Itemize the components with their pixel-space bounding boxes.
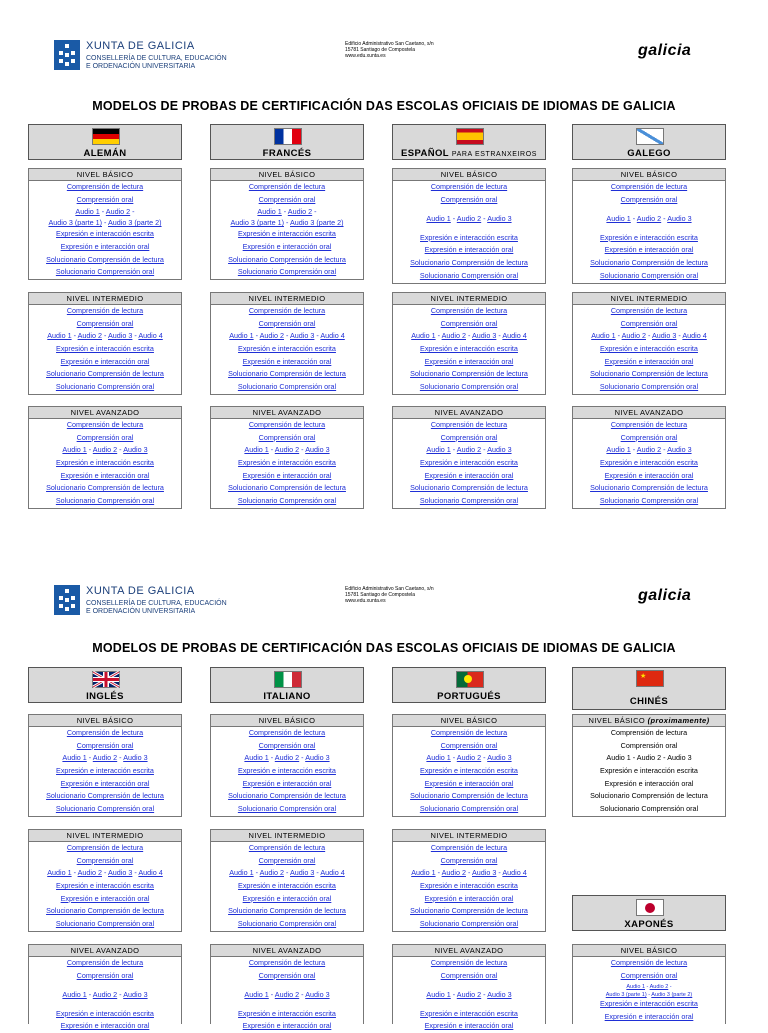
writing-link[interactable]: Expresión e interacción escrita (420, 344, 518, 354)
speaking-link[interactable]: Expresión e interacción oral (242, 242, 332, 252)
level-title: NIVEL AVANZADO (211, 945, 363, 957)
reading-link[interactable]: Comprensión de lectura (248, 958, 326, 967)
audio-3-part-2-link[interactable]: Audio 3 (parte 2) (108, 218, 162, 228)
audio-3-link[interactable]: Audio 3 (487, 753, 512, 763)
audio-1-link[interactable]: Audio 1 (257, 207, 282, 217)
reading-link[interactable]: Comprensión de lectura (66, 420, 144, 429)
writing-link[interactable]: Expresión e interacción escrita (238, 458, 336, 468)
audio-3-link[interactable]: Audio 3 (108, 868, 133, 878)
audio-3-part-1-link[interactable]: Audio 3 (parte 1) (605, 992, 647, 999)
speaking-link[interactable]: Expresión e interacción oral (424, 893, 514, 903)
writing-link[interactable]: Expresión e interacción escrita (56, 458, 154, 468)
reading-link[interactable]: Comprensión de lectura (430, 843, 508, 852)
lang-header-galego (572, 124, 726, 160)
sol-reading-link[interactable]: Solucionario Comprensión de lectura (228, 254, 346, 264)
audio-1-link[interactable]: Audio 1 (426, 213, 451, 223)
audio-1-link[interactable]: Audio 1 (411, 868, 436, 878)
speaking-link[interactable]: Expresión e interacción oral (604, 470, 694, 480)
level-title: NIVEL BÁSICO (211, 715, 363, 727)
department: CONSELLERÍA DE CULTURA, EDUCACIÓN E ORDENACIÓN UNIVERSITARIA (86, 55, 227, 70)
writing-link[interactable]: Expresión e interacción escrita (56, 344, 154, 354)
writing-link[interactable]: Expresión e interacción escrita (420, 1008, 518, 1018)
speaking-link[interactable]: Expresión e interacción oral (60, 470, 150, 480)
level-title: NIVEL INTERMEDIO (29, 830, 181, 842)
audio-3-link[interactable]: Audio 3 (290, 868, 315, 878)
audio-4-link[interactable]: Audio 4 (138, 868, 163, 878)
audio-1-link[interactable]: Audio 1 (244, 753, 269, 763)
reading-link[interactable]: Comprensión de lectura (248, 306, 326, 315)
audio-2-link[interactable]: Audio 2 (274, 989, 300, 999)
letterhead (0, 38, 768, 88)
lang-name: ESPAÑOL PARA ESTRANXEIROS (400, 148, 538, 159)
speaking-link[interactable]: Expresión e interacción oral (604, 245, 694, 255)
oral-link[interactable]: Comprensión oral (620, 318, 678, 328)
sol-oral-link[interactable]: Solucionario Comprensión oral (55, 382, 155, 392)
writing-link[interactable]: Expresión e interacción escrita (56, 881, 154, 891)
page-title: MODELOS DE PROBAS DE CERTIFICACIÓN DAS ESCOLAS OFICIAIS DE IDIOMAS DE GALICIA (92, 641, 676, 655)
audio-1-link[interactable]: Audio 1 (411, 331, 436, 341)
oral-link[interactable]: Comprensión oral (76, 318, 134, 328)
sol-reading-link[interactable]: Solucionario Comprensión de lectura (410, 483, 528, 493)
sol-oral-link[interactable]: Solucionario Comprensión oral (599, 270, 699, 280)
sol-reading-link[interactable]: Solucionario Comprensión de lectura (46, 254, 164, 264)
reading-link[interactable]: Comprensión de lectura (248, 843, 326, 852)
level-block-espanol-avanzado: NIVEL AVANZADO Comprensión de lectura Comprensión oral Audio 1 - Audio 2 - Audio 3 Expresión e interacción escrita Expresión e interacción oral Solucionario Comprensión de lectura Solucionario Comprensión oral (392, 406, 546, 509)
speaking-link[interactable]: Expresión e interacción oral (242, 778, 332, 788)
oral-text: Comprensión oral (620, 740, 678, 750)
sol-reading-link[interactable]: Solucionario Comprensión de lectura (46, 791, 164, 801)
level-title: NIVEL INTERMEDIO (211, 830, 363, 842)
audio-2-link[interactable]: Audio 2 (456, 989, 482, 999)
speaking-link[interactable]: Expresión e interacción oral (424, 245, 514, 255)
oral-link[interactable]: Comprensión oral (620, 194, 678, 204)
writing-link[interactable]: Expresión e interacción escrita (56, 229, 154, 239)
reading-link[interactable]: Comprensión de lectura (248, 728, 326, 737)
audio-2-link[interactable]: Audio 2 (92, 753, 118, 763)
speaking-link[interactable]: Expresión e interacción oral (242, 470, 332, 480)
sol-oral-link[interactable]: Solucionario Comprensión oral (55, 804, 155, 814)
speaking-link[interactable]: Expresión e interacción oral (604, 1012, 694, 1022)
audio-2-link[interactable]: Audio 2 (636, 213, 662, 223)
sol-oral-link[interactable]: Solucionario Comprensión oral (599, 496, 699, 506)
oral-link[interactable]: Comprensión oral (258, 855, 316, 865)
speaking-link[interactable]: Expresión e interacción oral (604, 356, 694, 366)
level-title: NIVEL BÁSICO (proximamente) (573, 715, 725, 727)
lang-header-aleman (28, 124, 182, 160)
audio-1-link[interactable]: Audio 1 (229, 331, 254, 341)
level-title: NIVEL INTERMEDIO (29, 293, 181, 305)
reading-link[interactable]: Comprensión de lectura (430, 958, 508, 967)
lang-header-ingles (28, 667, 182, 703)
level-title: NIVEL BÁSICO (211, 169, 363, 181)
reading-link[interactable]: Comprensión de lectura (66, 843, 144, 852)
oral-link[interactable]: Comprensión oral (440, 970, 498, 980)
org-name: XUNTA DE GALICIA (86, 585, 195, 597)
xunta-shield-icon (54, 40, 80, 70)
sol-oral-link[interactable]: Solucionario Comprensión oral (237, 382, 337, 392)
audio-2-link[interactable]: Audio 2 (621, 331, 646, 341)
oral-link[interactable]: Comprensión oral (440, 194, 498, 204)
oral-link[interactable]: Comprensión oral (440, 432, 498, 442)
reading-link[interactable]: Comprensión de lectura (248, 420, 326, 429)
lang-header-frances (210, 124, 364, 160)
sol-oral-link[interactable]: Solucionario Comprensión oral (599, 382, 699, 392)
audio-2-link[interactable]: Audio 2 (274, 753, 300, 763)
speaking-link[interactable]: Expresión e interacción oral (60, 356, 150, 366)
audio-2-link[interactable]: Audio 2 (287, 207, 313, 217)
level-title: NIVEL AVANZADO (393, 945, 545, 957)
audio-1-link[interactable]: Audio 1 (606, 445, 631, 455)
writing-link[interactable]: Expresión e interacción escrita (238, 229, 336, 239)
audio-1-link[interactable]: Audio 1 (47, 868, 72, 878)
flag-france-icon (274, 128, 302, 145)
audio-2-link[interactable]: Audio 2 (636, 445, 662, 455)
lang-name: INGLÉS (86, 691, 124, 702)
address: Edificio Administrativo San Caetano, s/n 15781 Santiago de Compostela www.edu.xunta.es (345, 41, 434, 59)
flag-uk-icon (92, 671, 120, 688)
level-block-espanol-intermedio: NIVEL INTERMEDIO Comprensión de lectura Comprensión oral Audio 1 - Audio 2 - Audio 3 - Audio 4 Expresión e interacción escrita Expresión e interacción oral Solucionario Comprensión de lectura Solucionario Comprensión oral (392, 292, 546, 395)
oral-link[interactable]: Comprensión oral (76, 194, 134, 204)
level-block-chines-basico (572, 714, 726, 817)
audio-1-link[interactable]: Audio 1 (426, 445, 451, 455)
writing-link[interactable]: Expresión e interacción escrita (238, 1008, 336, 1018)
lang-name: FRANCÉS (262, 148, 312, 159)
oral-link[interactable]: Comprensión oral (76, 740, 134, 750)
level-title: NIVEL INTERMEDIO (393, 830, 545, 842)
reading-link[interactable]: Comprensión de lectura (610, 420, 688, 429)
lang-header-espanol (392, 124, 546, 160)
level-block-italiano-basico: NIVEL BÁSICO Comprensión de lectura Comprensión oral Audio 1 - Audio 2 - Audio 3 Expresión e interacción escrita Expresión e interacción oral Solucionario Comprensión de lectura Solucionario Comprensión oral (210, 714, 364, 817)
oral-link[interactable]: Comprensión oral (620, 432, 678, 442)
speaking-link[interactable]: Expresión e interacción oral (242, 893, 332, 903)
level-title: NIVEL AVANZADO (29, 945, 181, 957)
audio-3-link[interactable]: Audio 3 (652, 331, 677, 341)
audio-3-link[interactable]: Audio 3 (487, 445, 512, 455)
letterhead (0, 583, 768, 633)
flag-italy-icon (274, 671, 302, 688)
audio-3-link[interactable]: Audio 3 (290, 331, 315, 341)
sol-oral-link[interactable]: Solucionario Comprensión oral (55, 267, 155, 277)
audio-2-link[interactable]: Audio 2 (259, 868, 284, 878)
audio-3-link[interactable]: Audio 3 (472, 331, 497, 341)
level-title: NIVEL BÁSICO (573, 169, 725, 181)
audio-3-link[interactable]: Audio 3 (305, 445, 330, 455)
audio-1-link[interactable]: Audio 1 (62, 753, 87, 763)
writing-link[interactable]: Expresión e interacción escrita (600, 232, 698, 242)
level-block-galego-intermedio: NIVEL INTERMEDIO Comprensión de lectura Comprensión oral Audio 1 - Audio 2 - Audio 3 - Audio 4 Expresión e interacción escrita Expresión e interacción oral Solucionario Comprensión de lectura Solucionario Comprensión oral (572, 292, 726, 395)
level-block-portugues-intermedio: NIVEL INTERMEDIO Comprensión de lectura Comprensión oral Audio 1 - Audio 2 - Audio 3 - Audio 4 Expresión e interacción escrita Expresión e interacción oral Solucionario Comprensión de lectura Solucionario Comprensión oral (392, 829, 546, 932)
writing-link[interactable]: Expresión e interacción escrita (238, 766, 336, 776)
audio-3-part-2-link[interactable]: Audio 3 (parte 2) (290, 218, 344, 228)
reading-link[interactable]: Comprensión de lectura (430, 182, 508, 191)
speaking-link[interactable]: Expresión e interacción oral (424, 778, 514, 788)
audio-1-link[interactable]: Audio 1 (244, 989, 269, 999)
sol-oral-text: Solucionario Comprensión oral (599, 804, 699, 814)
reading-link[interactable]: Comprensión de lectura (430, 306, 508, 315)
speaking-link[interactable]: Expresión e interacción oral (242, 1021, 332, 1031)
audio-2-link[interactable]: Audio 2 (77, 868, 102, 878)
audio-2-link[interactable]: Audio 2 (456, 213, 482, 223)
audio-3-link[interactable]: Audio 3 (667, 445, 692, 455)
writing-link[interactable]: Expresión e interacción escrita (56, 766, 154, 776)
level-title: NIVEL BÁSICO (393, 715, 545, 727)
sol-reading-link[interactable]: Solucionario Comprensión de lectura (46, 483, 164, 493)
level-block-italiano-intermedio: NIVEL INTERMEDIO Comprensión de lectura Comprensión oral Audio 1 - Audio 2 - Audio 3 - Audio 4 Expresión e interacción escrita Expresión e interacción oral Solucionario Comprensión de lectura Solucionario Comprensión oral (210, 829, 364, 932)
speaking-link[interactable]: Expresión e interacción oral (242, 356, 332, 366)
sol-reading-link[interactable]: Solucionario Comprensión de lectura (590, 369, 708, 379)
oral-link[interactable]: Comprensión oral (76, 855, 134, 865)
reading-link[interactable]: Comprensión de lectura (66, 728, 144, 737)
reading-link[interactable]: Comprensión de lectura (66, 306, 144, 315)
audio-3-link[interactable]: Audio 3 (123, 989, 148, 999)
level-title: NIVEL BÁSICO (573, 945, 725, 957)
sol-oral-link[interactable]: Solucionario Comprensión oral (419, 804, 519, 814)
audio-2-link[interactable]: Audio 2 (441, 868, 466, 878)
level-title: NIVEL AVANZADO (393, 407, 545, 419)
audio-4-link[interactable]: Audio 4 (502, 868, 527, 878)
writing-link[interactable]: Expresión e interacción escrita (238, 881, 336, 891)
audio-2-link[interactable]: Audio 2 (649, 984, 669, 991)
audio-2-link[interactable]: Audio 2 (92, 989, 118, 999)
lang-name: ALEMÁN (83, 148, 127, 159)
audio-4-link[interactable]: Audio 4 (320, 331, 345, 341)
audio-3-part-1-link[interactable]: Audio 3 (parte 1) (230, 218, 284, 228)
speaking-link[interactable]: Expresión e interacción oral (60, 778, 150, 788)
level-block-xapones-basico: NIVEL BÁSICO Comprensión de lectura Comprensión oral Audio 1 - Audio 2 - Audio 3 (parte 1) - Audio 3 (parte 2) Expresión e interacción escrita Expresión e interacción oral (572, 944, 726, 1024)
level-block-aleman-intermedio: NIVEL INTERMEDIO Comprensión de lectura Comprensión oral Audio 1 - Audio 2 - Audio 3 - Audio 4 Expresión e interacción escrita Expresión e interacción oral Solucionario Comprensión de lectura Solucionario Comprensión oral (28, 292, 182, 395)
sol-reading-link[interactable]: Solucionario Comprensión de lectura (228, 791, 346, 801)
audio-3-link[interactable]: Audio 3 (305, 989, 330, 999)
oral-link[interactable]: Comprensión oral (258, 740, 316, 750)
audio-3-part-2-link[interactable]: Audio 3 (parte 2) (651, 992, 693, 999)
oral-link[interactable]: Comprensión oral (258, 432, 316, 442)
lang-name: CHINÉS (629, 696, 669, 707)
level-block-italiano-avanzado: NIVEL AVANZADO Comprensión de lectura Comprensión oral Audio 1 - Audio 2 - Audio 3 Expresión e interacción escrita Expresión e interacción oral (210, 944, 364, 1024)
audio-1-link[interactable]: Audio 1 (606, 213, 631, 223)
level-block-portugues-basico: NIVEL BÁSICO Comprensión de lectura Comprensión oral Audio 1 - Audio 2 - Audio 3 Expresión e interacción escrita Expresión e interacción oral Solucionario Comprensión de lectura Solucionario Comprensión oral (392, 714, 546, 817)
audio-3-link[interactable]: Audio 3 (487, 213, 512, 223)
level-block-frances-intermedio: NIVEL INTERMEDIO Comprensión de lectura Comprensión oral Audio 1 - Audio 2 - Audio 3 - Audio 4 Expresión e interacción escrita Expresión e interacción oral Solucionario Comprensión de lectura Solucionario Comprensión oral (210, 292, 364, 395)
lang-name: XAPONÉS (624, 919, 674, 930)
reading-link[interactable]: Comprensión de lectura (66, 182, 144, 191)
writing-text: Expresión e interacción escrita (600, 766, 698, 776)
writing-link[interactable]: Expresión e interacción escrita (238, 344, 336, 354)
reading-link[interactable]: Comprensión de lectura (610, 958, 688, 967)
oral-link[interactable]: Comprensión oral (76, 432, 134, 442)
audio-3-link[interactable]: Audio 3 (472, 868, 497, 878)
level-block-portugues-avanzado: NIVEL AVANZADO Comprensión de lectura Comprensión oral Audio 1 - Audio 2 - Audio 3 Expresión e interacción escrita Expresión e interacción oral (392, 944, 546, 1024)
writing-link[interactable]: Expresión e interacción escrita (600, 999, 698, 1009)
audio-4-link[interactable]: Audio 4 (502, 331, 527, 341)
level-block-frances-avanzado: NIVEL AVANZADO Comprensión de lectura Comprensión oral Audio 1 - Audio 2 - Audio 3 Expresión e interacción escrita Expresión e interacción oral Solucionario Comprensión de lectura Solucionario Comprensión oral (210, 406, 364, 509)
level-title: NIVEL INTERMEDIO (393, 293, 545, 305)
audio-2-link[interactable]: Audio 2 (441, 331, 466, 341)
speaking-link[interactable]: Expresión e interacción oral (60, 893, 150, 903)
audio-1-link[interactable]: Audio 1 (62, 989, 87, 999)
sol-oral-link[interactable]: Solucionario Comprensión oral (237, 496, 337, 506)
audio-1-link[interactable]: Audio 1 (426, 989, 451, 999)
lang-header-italiano (210, 667, 364, 703)
writing-link[interactable]: Expresión e interacción escrita (600, 344, 698, 354)
sol-reading-link[interactable]: Solucionario Comprensión de lectura (228, 369, 346, 379)
sol-reading-link[interactable]: Solucionario Comprensión de lectura (410, 258, 528, 268)
sol-oral-link[interactable]: Solucionario Comprensión oral (55, 919, 155, 929)
galicia-logo: galicia (638, 42, 692, 59)
level-title: NIVEL INTERMEDIO (573, 293, 725, 305)
sol-reading-link[interactable]: Solucionario Comprensión de lectura (590, 258, 708, 268)
galicia-logo: galicia (638, 587, 692, 604)
audio-2-link[interactable]: Audio 2 (259, 331, 284, 341)
lang-name: ITALIANO (263, 691, 311, 702)
level-title: NIVEL AVANZADO (211, 407, 363, 419)
level-title: NIVEL AVANZADO (573, 407, 725, 419)
org-name: XUNTA DE GALICIA (86, 40, 195, 52)
level-block-galego-basico: NIVEL BÁSICO Comprensión de lectura Comprensión oral Audio 1 - Audio 2 - Audio 3 Expresión e interacción escrita Expresión e interacción oral Solucionario Comprensión de lectura Solucionario Comprensión oral (572, 168, 726, 284)
oral-link[interactable]: Comprensión oral (620, 970, 678, 980)
audio-2-link[interactable]: Audio 2 (274, 445, 300, 455)
writing-link[interactable]: Expresión e interacción escrita (420, 232, 518, 242)
lang-name: PORTUGUÉS (437, 691, 501, 702)
audio-2-link[interactable]: Audio 2 (456, 753, 482, 763)
flag-japan-icon (636, 899, 664, 916)
sol-reading-link[interactable]: Solucionario Comprensión de lectura (410, 791, 528, 801)
xunta-shield-icon (54, 585, 80, 615)
audios-text: Audio 1 - Audio 2 - Audio 3 (606, 753, 692, 763)
sol-reading-link[interactable]: Solucionario Comprensión de lectura (410, 369, 528, 379)
sol-reading-link[interactable]: Solucionario Comprensión de lectura (590, 483, 708, 493)
audio-3-link[interactable]: Audio 3 (487, 989, 512, 999)
reading-text: Comprensión de lectura (610, 728, 688, 737)
audio-2-link[interactable]: Audio 2 (77, 331, 102, 341)
level-title: NIVEL BÁSICO (29, 715, 181, 727)
sol-reading-link[interactable]: Solucionario Comprensión de lectura (228, 483, 346, 493)
level-block-aleman-basico: NIVEL BÁSICO Comprensión de lectura Comprensión oral Audio 1 - Audio 2 - Audio 3 (parte 1) - Audio 3 (parte 2) Expresión e interacción escrita Expresión e interacción oral Solucionario Comprensión de lectura Solucionario Comprensión oral (28, 168, 182, 280)
reading-link[interactable]: Comprensión de lectura (66, 958, 144, 967)
audio-1-link[interactable]: Audio 1 (244, 445, 269, 455)
audio-4-link[interactable]: Audio 4 (682, 331, 707, 341)
sol-reading-link[interactable]: Solucionario Comprensión de lectura (46, 369, 164, 379)
speaking-link[interactable]: Expresión e interacción oral (424, 1021, 514, 1031)
reading-link[interactable]: Comprensión de lectura (248, 182, 326, 191)
page-title: MODELOS DE PROBAS DE CERTIFICACIÓN DAS ESCOLAS OFICIAIS DE IDIOMAS DE GALICIA (92, 99, 676, 113)
speaking-link[interactable]: Expresión e interacción oral (424, 470, 514, 480)
lang-name: GALEGO (627, 148, 671, 159)
lang-header-chines (572, 667, 726, 710)
sol-oral-link[interactable]: Solucionario Comprensión oral (237, 267, 337, 277)
oral-link[interactable]: Comprensión oral (258, 318, 316, 328)
level-title: NIVEL BÁSICO (29, 169, 181, 181)
sol-oral-link[interactable]: Solucionario Comprensión oral (55, 496, 155, 506)
level-block-espanol-basico: NIVEL BÁSICO Comprensión de lectura Comprensión oral Audio 1 - Audio 2 - Audio 3 Expresión e interacción escrita Expresión e interacción oral Solucionario Comprensión de lectura Solucionario Comprensión oral (392, 168, 546, 284)
reading-link[interactable]: Comprensión de lectura (430, 420, 508, 429)
level-block-ingles-basico: NIVEL BÁSICO Comprensión de lectura Comprensión oral Audio 1 - Audio 2 - Audio 3 Expresión e interacción escrita Expresión e interacción oral Solucionario Comprensión de lectura Solucionario Comprensión oral (28, 714, 182, 817)
reading-link[interactable]: Comprensión de lectura (610, 182, 688, 191)
sol-reading-link[interactable]: Solucionario Comprensión de lectura (46, 906, 164, 916)
speaking-link[interactable]: Expresión e interacción oral (424, 356, 514, 366)
sol-reading-link[interactable]: Solucionario Comprensión de lectura (410, 906, 528, 916)
audio-1-link[interactable]: Audio 1 (62, 445, 87, 455)
flag-china-icon: ★ (636, 670, 664, 687)
flag-spain-icon (456, 128, 484, 145)
reading-link[interactable]: Comprensión de lectura (430, 728, 508, 737)
level-block-galego-avanzado: NIVEL AVANZADO Comprensión de lectura Comprensión oral Audio 1 - Audio 2 - Audio 3 Expresión e interacción escrita Expresión e interacción oral Solucionario Comprensión de lectura Solucionario Comprensión oral (572, 406, 726, 509)
speaking-text: Expresión e interacción oral (604, 778, 694, 788)
sol-reading-link[interactable]: Solucionario Comprensión de lectura (228, 906, 346, 916)
audio-3-part-1-link[interactable]: Audio 3 (parte 1) (48, 218, 102, 228)
department: CONSELLERÍA DE CULTURA, EDUCACIÓN E ORDENACIÓN UNIVERSITARIA (86, 600, 227, 615)
audio-3-link[interactable]: Audio 3 (123, 753, 148, 763)
audio-3-link[interactable]: Audio 3 (305, 753, 330, 763)
flag-germany-icon (92, 128, 120, 145)
writing-link[interactable]: Expresión e interacción escrita (420, 881, 518, 891)
oral-link[interactable]: Comprensión oral (76, 970, 134, 980)
writing-link[interactable]: Expresión e interacción escrita (600, 458, 698, 468)
audio-1-link[interactable]: Audio 1 (426, 753, 451, 763)
lang-header-xapones (572, 895, 726, 931)
audio-2-link[interactable]: Audio 2 (456, 445, 482, 455)
sol-oral-link[interactable]: Solucionario Comprensión oral (237, 804, 337, 814)
level-title: NIVEL INTERMEDIO (211, 293, 363, 305)
sol-oral-link[interactable]: Solucionario Comprensión oral (419, 270, 519, 280)
flag-portugal-icon (456, 671, 484, 688)
audio-2-link[interactable]: Audio 2 (105, 207, 131, 217)
oral-link[interactable]: Comprensión oral (440, 855, 498, 865)
speaking-link[interactable]: Expresión e interacción oral (60, 242, 150, 252)
level-block-frances-basico: NIVEL BÁSICO Comprensión de lectura Comprensión oral Audio 1 - Audio 2 - Audio 3 (parte 1) - Audio 3 (parte 2) Expresión e interacción escrita Expresión e interacción oral Solucionario Comprensión de lectura Solucionario Comprensión oral (210, 168, 364, 280)
address: Edificio Administrativo San Caetano, s/n 15781 Santiago de Compostela www.edu.xunta.es (345, 586, 434, 604)
writing-link[interactable]: Expresión e interacción escrita (420, 458, 518, 468)
audio-1-link[interactable]: Audio 1 (591, 331, 616, 341)
level-block-ingles-avanzado: NIVEL AVANZADO Comprensión de lectura Comprensión oral Audio 1 - Audio 2 - Audio 3 Expresión e interacción escrita Expresión e interacción oral (28, 944, 182, 1024)
oral-link[interactable]: Comprensión oral (440, 740, 498, 750)
audio-1-link[interactable]: Audio 1 (75, 207, 100, 217)
level-block-aleman-avanzado: NIVEL AVANZADO Comprensión de lectura Comprensión oral Audio 1 - Audio 2 - Audio 3 Expresión e interacción escrita Expresión e interacción oral Solucionario Comprensión de lectura Solucionario Comprensión oral (28, 406, 182, 509)
audio-3-link[interactable]: Audio 3 (667, 213, 692, 223)
lang-header-portugues (392, 667, 546, 703)
sol-oral-link[interactable]: Solucionario Comprensión oral (419, 496, 519, 506)
level-title: NIVEL AVANZADO (29, 407, 181, 419)
writing-link[interactable]: Expresión e interacción escrita (56, 1008, 154, 1018)
sol-oral-link[interactable]: Solucionario Comprensión oral (419, 919, 519, 929)
oral-link[interactable]: Comprensión oral (440, 318, 498, 328)
audio-4-link[interactable]: Audio 4 (138, 331, 163, 341)
audio-3-link[interactable]: Audio 3 (108, 331, 133, 341)
audio-4-link[interactable]: Audio 4 (320, 868, 345, 878)
audio-3-link[interactable]: Audio 3 (123, 445, 148, 455)
level-title: NIVEL BÁSICO (393, 169, 545, 181)
audio-1-link[interactable]: Audio 1 (626, 984, 646, 991)
oral-link[interactable]: Comprensión oral (258, 970, 316, 980)
audio-1-link[interactable]: Audio 1 (47, 331, 72, 341)
reading-link[interactable]: Comprensión de lectura (610, 306, 688, 315)
writing-link[interactable]: Expresión e interacción escrita (420, 766, 518, 776)
audio-1-link[interactable]: Audio 1 (229, 868, 254, 878)
oral-link[interactable]: Comprensión oral (258, 194, 316, 204)
sol-oral-link[interactable]: Solucionario Comprensión oral (237, 919, 337, 929)
speaking-link[interactable]: Expresión e interacción oral (60, 1021, 150, 1031)
audio-2-link[interactable]: Audio 2 (92, 445, 118, 455)
sol-oral-link[interactable]: Solucionario Comprensión oral (419, 382, 519, 392)
flag-galicia-icon (636, 128, 664, 145)
level-block-ingles-intermedio: NIVEL INTERMEDIO Comprensión de lectura Comprensión oral Audio 1 - Audio 2 - Audio 3 - Audio 4 Expresión e interacción escrita Expresión e interacción oral Solucionario Comprensión de lectura Solucionario Comprensión oral (28, 829, 182, 932)
sol-reading-text: Solucionario Comprensión de lectura (590, 791, 708, 801)
